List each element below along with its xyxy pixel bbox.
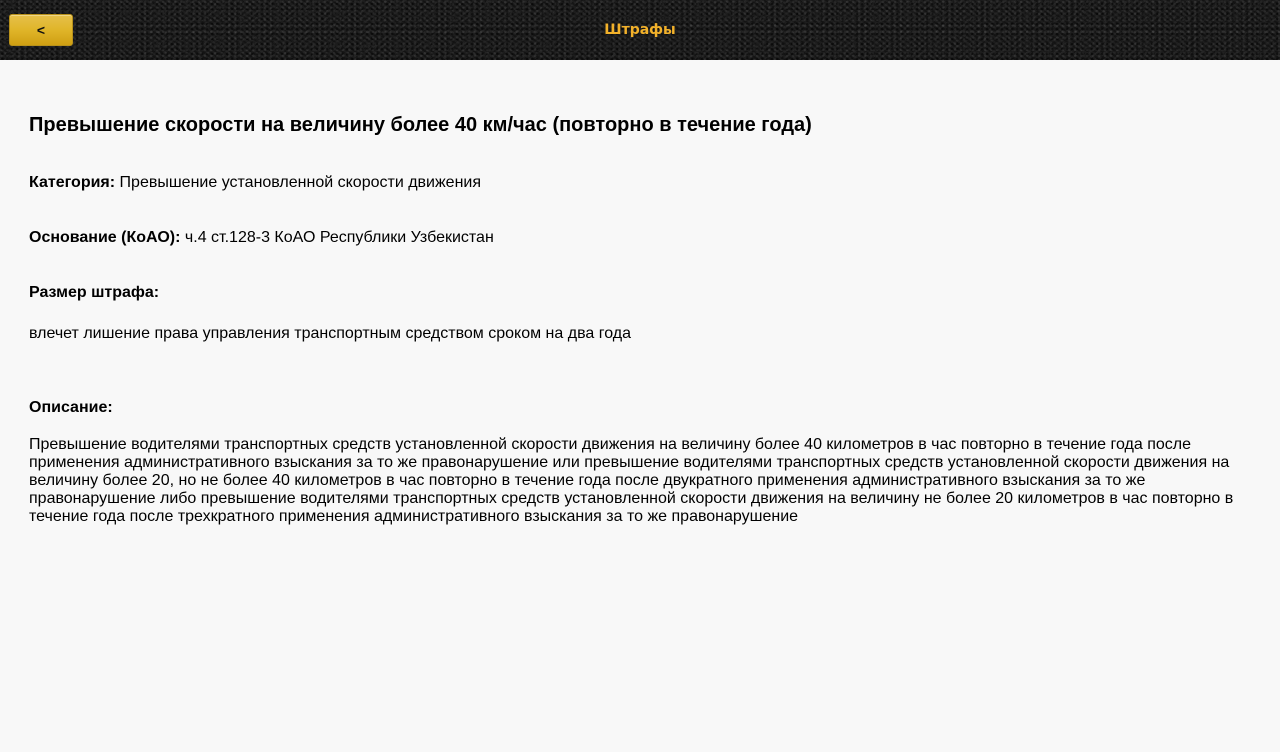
back-button[interactable]: < (9, 14, 73, 46)
category-label: Категория: (29, 174, 116, 191)
top-bar (0, 0, 1280, 60)
fine-title: Превышение скорости на величину более 40 км/час (повторно в течение года) (29, 114, 812, 136)
page-title: Штрафы (604, 22, 676, 38)
basis-value: ч.4 ст.128-3 КоАО Республики Узбекистан (184, 229, 494, 246)
basis-label: Основание (КоАО): (29, 229, 181, 246)
fine-details (29, 112, 1251, 525)
fine-size-label: Размер штрафа: (29, 284, 160, 301)
fine-size-value: влечет лишение права управления транспортным средством сроком на два года (29, 325, 631, 342)
description-label: Описание: (29, 399, 113, 416)
category-row (29, 174, 481, 192)
basis-row (29, 229, 494, 247)
description-text: Превышение водителями транспортных средств установленной скорости движения на величину более 40 километров в час повторно в течение года после применения административного взыскания за то же правонарушение или превышение водителями транспортных средств установленной скорости движения на величину более 20, но не более 40 километров в час повторно в течение года после двукратного применения административного взыскания за то же правонарушение либо превышение водителями транспортных средств установленной скорости движения на величину не более 20 километров в час повторно в течение года после трехкратного применения административного взыскания за то же правонарушение (29, 436, 1234, 525)
category-value: Превышение установленной скорости движения (119, 174, 482, 191)
